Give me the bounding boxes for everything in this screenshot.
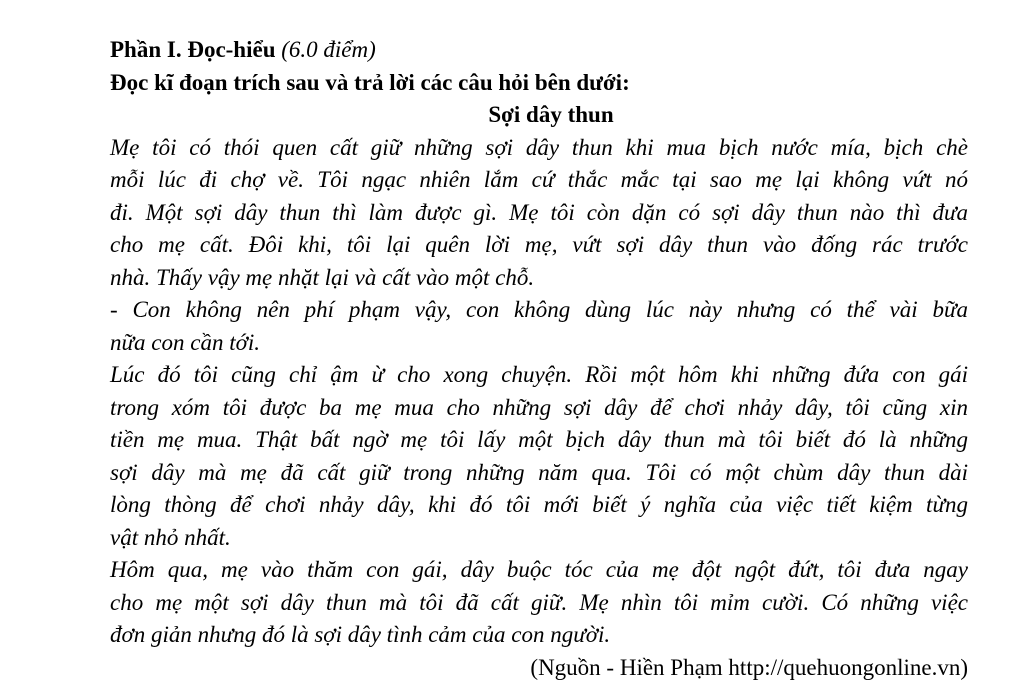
passage-line: đơn giản nhưng đó là sợi dây tình cảm của con người.: [110, 619, 968, 652]
passage-line: nữa con cần tới.: [110, 327, 968, 360]
passage-line: Mẹ tôi có thói quen cất giữ những sợi dây thun khi mua bịch nước mía, bịch chè: [110, 132, 968, 165]
passage-line: cho mẹ cất. Đôi khi, tôi lại quên lời mẹ, vứt sợi dây thun vào đống rác trước: [110, 229, 968, 262]
passage-line: lòng thòng để chơi nhảy dây, khi đó tôi mới biết ý nghĩa của việc tiết kiệm từng: [110, 489, 968, 522]
story-title: Sợi dây thun: [110, 99, 968, 132]
passage-line: cho mẹ một sợi dây thun mà tôi đã cất giữ. Mẹ nhìn tôi mỉm cười. Có những việc: [110, 587, 968, 620]
passage-line: tiền mẹ mua. Thật bất ngờ mẹ tôi lấy một bịch dây thun mà tôi biết đó là những: [110, 424, 968, 457]
passage-line: sợi dây mà mẹ đã cất giữ trong những năm qua. Tôi có một chùm dây thun dài: [110, 457, 968, 490]
source-citation: (Nguồn - Hiền Phạm http://quehuongonline.vn): [110, 652, 968, 684]
passage-line: Lúc đó tôi cũng chỉ ậm ừ cho xong chuyện. Rồi một hôm khi những đứa con gái: [110, 359, 968, 392]
section-points: (6.0 điểm): [281, 37, 376, 62]
passage-line: Hôm qua, mẹ vào thăm con gái, dây buộc tóc của mẹ đột ngột đứt, tôi đưa ngay: [110, 554, 968, 587]
passage-line: vật nhỏ nhất.: [110, 522, 968, 555]
passage-line: nhà. Thấy vậy mẹ nhặt lại và cất vào một chỗ.: [110, 262, 968, 295]
instruction: Đọc kĩ đoạn trích sau và trả lời các câu hỏi bên dưới:: [110, 67, 968, 100]
passage-line: - Con không nên phí phạm vậy, con không dùng lúc này nhưng có thể vài bữa: [110, 294, 968, 327]
section-heading: Phần I. Đọc-hiểu: [110, 37, 276, 62]
passage-line: mỗi lúc đi chợ về. Tôi ngạc nhiên lắm cứ thắc mắc tại sao mẹ lại không vứt nó: [110, 164, 968, 197]
section-heading-line: [110, 34, 968, 67]
document-page: [110, 34, 968, 684]
passage-line: đi. Một sợi dây thun thì làm được gì. Mẹ tôi còn dặn có sợi dây thun nào thì đưa: [110, 197, 968, 230]
passage-line: trong xóm tôi được ba mẹ mua cho những sợi dây để chơi nhảy dây, tôi cũng xin: [110, 392, 968, 425]
